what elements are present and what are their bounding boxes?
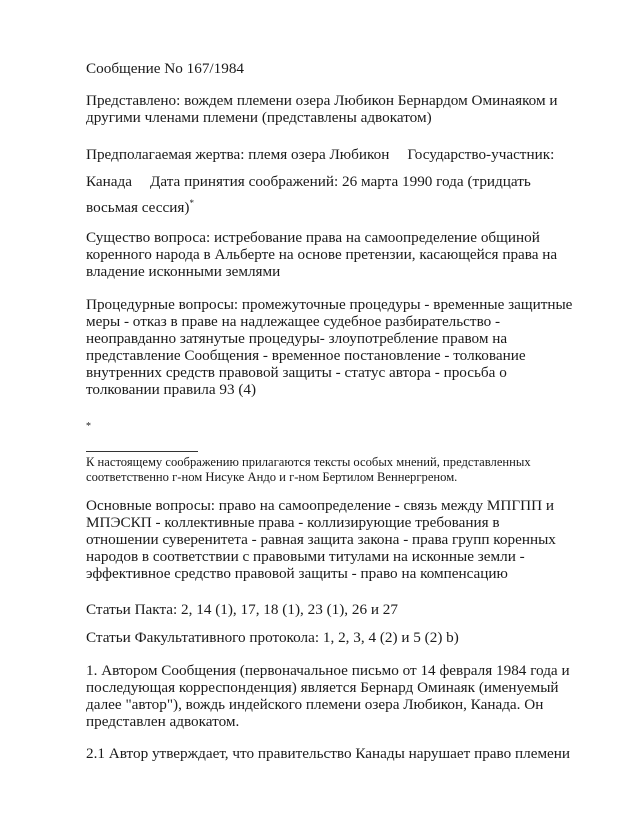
date-line-2: восьмая сессия)*: [86, 197, 194, 216]
paragraph-1-line-4: представлен адвокатом.: [86, 713, 240, 730]
procedural-issues-line-6: толковании правила 93 (4): [86, 381, 257, 398]
substantive-issues-line-4: народов в соответствии с правовыми титулами на исконные земли -: [86, 548, 525, 565]
footnote-separator: [86, 451, 198, 452]
procedural-issues-line-4: представление Сообщения - временное постановление - толкование: [86, 347, 526, 364]
submitted-by-line-1: Представлено: вождем племени озера Любикон Бернардом Оминаяком и: [86, 92, 558, 109]
substantive-issues-line-5: эффективное средство правовой защиты - право на компенсацию: [86, 565, 508, 582]
subject-matter-line-3: владение исконными землями: [86, 263, 281, 280]
substantive-issues-line-2: МПЭСКП - коллективные права - коллизирующие требования в: [86, 514, 500, 531]
footnote-line-1: К настоящему соображению прилагаются тексты особых мнений, представленных: [86, 455, 531, 469]
footnote-star: *: [86, 421, 91, 432]
paragraph-2-1-line-1: 2.1 Автор утверждает, что правительство Канады нарушает право племени: [86, 745, 571, 762]
covenant-articles: Статьи Пакта: 2, 14 (1), 17, 18 (1), 23 (1), 26 и 27: [86, 601, 398, 618]
footnote-marker: *: [189, 197, 194, 208]
paragraph-1-line-2: последующая корреспонденция) является Бернард Оминаяк (именуемый: [86, 679, 559, 696]
adoption-date: Дата принятия соображений: 26 марта 1990 года (тридцать: [150, 173, 531, 190]
substantive-issues-line-1: Основные вопросы: право на самоопределение - связь между МПГПП и: [86, 497, 555, 514]
alleged-victim-line: [86, 146, 554, 164]
protocol-articles: Статьи Факультативного протокола: 1, 2, 3, 4 (2) и 5 (2) b): [86, 629, 459, 646]
footnote-line-2: соответственно г-ном Нисуке Андо и г-ном Бертилом Веннергреном.: [86, 470, 458, 484]
procedural-issues-line-1: Процедурные вопросы: промежуточные процедуры - временные защитные: [86, 296, 573, 313]
paragraph-1-line-3: далее "автор"), вождь индейского племени озера Любикон, Канада. Он: [86, 696, 544, 713]
state-party-value: Канада: [86, 173, 133, 190]
date-line: [86, 173, 531, 191]
communication-title: Сообщение No 167/1984: [86, 60, 245, 77]
procedural-issues-line-2: меры - отказ в праве на надлежащее судебное разбирательство -: [86, 313, 501, 330]
subject-matter-line-2: коренного народа в Альберте на основе претензии, касающейся права на: [86, 246, 558, 263]
alleged-victim: Предполагаемая жертва: племя озера Любикон: [86, 146, 390, 163]
state-party-label: Государство-участник:: [407, 146, 555, 163]
subject-matter-line-1: Существо вопроса: истребование права на самоопределение общиной: [86, 229, 540, 246]
submitted-by-line-2: другими членами племени (представлены адвокатом): [86, 109, 432, 126]
paragraph-1-line-1: 1. Автором Сообщения (первоначальное письмо от 14 февраля 1984 года и: [86, 662, 570, 679]
procedural-issues-line-3: неоправданно затянутые процедуры- злоупотребление правом на: [86, 330, 508, 347]
procedural-issues-line-5: внутренних средств правовой защиты - статус автора - просьба о: [86, 364, 507, 381]
substantive-issues-line-3: отношении суверенитета - равная защита закона - права групп коренных: [86, 531, 556, 548]
